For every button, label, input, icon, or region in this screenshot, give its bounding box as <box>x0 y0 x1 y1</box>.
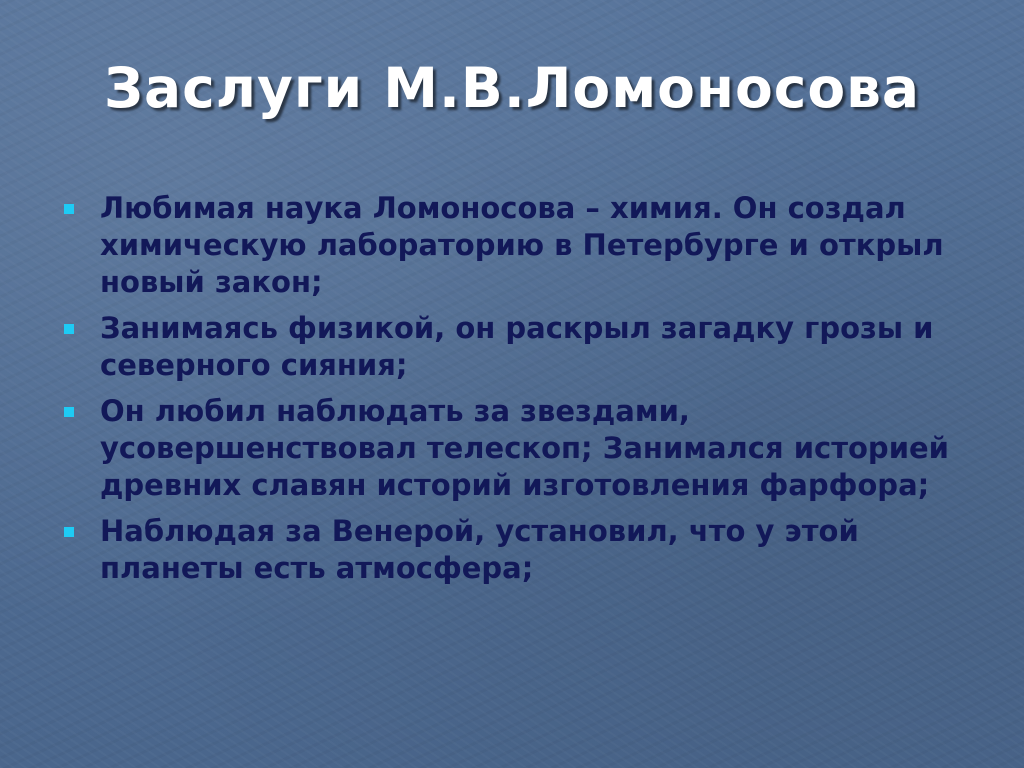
square-bullet-icon <box>64 407 74 417</box>
bullet-list <box>62 190 972 596</box>
list-item <box>62 513 972 587</box>
bullet-text: Любимая наука Ломоносова – химия. Он создал химическую лабораторию в Петербурге и открыл новый закон; <box>100 191 944 299</box>
bullet-text: Наблюдая за Венерой, установил, что у этой планеты есть атмосфера; <box>100 514 859 585</box>
bullet-text: Он любил наблюдать за звездами, усовершенствовал телескоп; Занимался историей древних славян историй изготовления фарфора; <box>100 394 950 502</box>
square-bullet-icon <box>64 324 74 334</box>
list-item <box>62 393 972 504</box>
square-bullet-icon <box>64 527 74 537</box>
bullet-text: Занимаясь физикой, он раскрыл загадку грозы и северного сияния; <box>100 311 934 382</box>
slide-title: Заслуги М.В.Ломоносова <box>103 56 921 120</box>
square-bullet-icon <box>64 204 74 214</box>
list-item <box>62 310 972 384</box>
list-item <box>62 190 972 301</box>
